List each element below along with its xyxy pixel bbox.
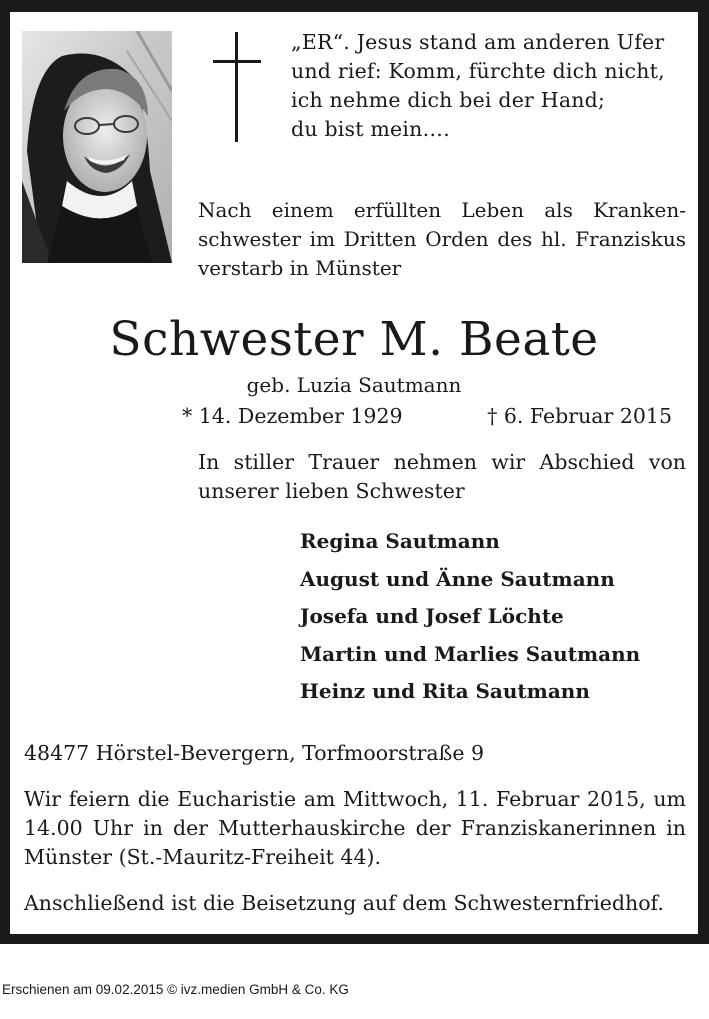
verse-quote — [291, 28, 691, 144]
family-member: Josefa und Josef Löchte — [300, 604, 564, 628]
portrait-photo — [22, 31, 172, 263]
burial-paragraph: Anschließend ist die Beisetzung auf dem Schwesternfriedhof. — [24, 891, 664, 915]
verse-line: ich nehme dich bei der Hand; — [291, 88, 606, 112]
death-date: † 6. Februar 2015 — [487, 404, 672, 428]
mourning-paragraph: In stiller Trauer nehmen wir Abschied von unserer lieben Schwester — [198, 450, 686, 503]
birth-name: geb. Luzia Sautmann — [246, 373, 462, 397]
family-member: Martin und Marlies Sautmann — [300, 641, 641, 666]
cross-icon — [213, 32, 261, 142]
obituary-card — [10, 12, 698, 934]
address-line: 48477 Hörstel-Bevergern, Torfmoorstraße 9 — [24, 741, 485, 765]
family-list — [300, 523, 690, 711]
family-member: Regina Sautmann — [300, 529, 500, 553]
family-member: Heinz und Rita Sautmann — [300, 679, 590, 703]
birth-date: * 14. Dezember 1929 — [182, 404, 403, 428]
verse-line: und rief: Komm, fürchte dich nicht, — [291, 59, 665, 83]
verse-line: du bist mein…. — [291, 117, 450, 141]
family-member: August und Änne Sautmann — [300, 566, 615, 591]
intro-paragraph: Nach einem erfüllten Leben als Kranken- schwester im Dritten Orden des hl. Franziskus verstarb in Münster — [198, 198, 686, 280]
verse-line: „ER“. Jesus stand am anderen Ufer — [291, 30, 665, 54]
deceased-name: Schwester M. Beate — [109, 312, 599, 367]
service-paragraph: Wir feiern die Eucharistie am Mittwoch, 11. Februar 2015, um 14.00 Uhr in der Mutterhauskirche der Franziskanerinnen in Münster (St.-Mauritz-Freiheit 44). — [24, 787, 686, 869]
publication-footer: Erschienen am 09.02.2015 © ivz.medien GmbH & Co. KG — [2, 982, 349, 997]
